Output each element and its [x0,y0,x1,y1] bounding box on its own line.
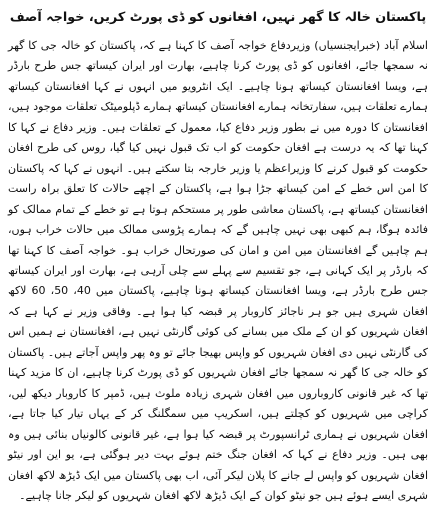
article-headline: پاکستان خالہ کا گھر نہیں، افغانوں کو ڈی پورٹ کریں، خواجہ آصف [9,10,427,25]
article-body [8,36,428,506]
article-body-paragraph: اسلام آباد (خبرایجنسیاں) وزیردفاع خواجہ آصف کا کہنا ہے کہ، پاکستان کو خالہ جی کا گھر نہ سمجھا جائے، افغانوں کو ڈی پورٹ کرنا چاہیے، بھارت اور ایران کیساتھ جس طرح بارڈر ہے، ویسا افغانستان کیساتھ ہونا چاہیے۔ ایک انٹرویو میں انہوں نے کہا افغانستان کیساتھ ہمارے تعلقات ہیں، سفارتخانہ ہمارے افغانستان کیساتھ ہمارے ڈپلومیٹک تعلقات موجود ہیں، افغانستان کا دورہ میں نے بطور وزیر دفاع کیا، معمول کے تعلقات ہیں۔ وزیر دفاع نے کہا کا کہنا تھا کہ یہ درست ہے افغان حکومت کو اب تک قبول نہیں کیا گیا، روس کی طرح افغان حکومت کو قبول کرنے کا وزیراعظم یا وزیر خارجہ بتا سکتے ہیں۔ انہوں نے کہا کہ پاکستان کا امن اس خطے کے امن کیساتھ جڑا ہوا ہے، پاکستان کے اچھے حالات کا تعلق براہ راست افغانستان کیساتھ ہے، پاکستان معاشی طور پر مستحکم ہوتا ہے تو خطے کے تمام ممالک کو فائدہ ہوگا، ہم کبھی بھی نہیں چاہیں گے کہ ہمارے پڑوسی ممالک میں حالات خراب ہوں، ہم چاہیں گے افغانستان میں امن و امان کی صورتحال خراب ہو۔ خواجہ آصف کا کہنا تھا کہ بارڈر پر ایک کہانی ہے، جو تقسیم سے پہلے سے چلی آرہی ہے، بھارت اور ایران کیساتھ جس طرح بارڈر ہے، ویسا افغانستان کیساتھ ہونا چاہیے، پاکستان میں 40، 50، 60 لاکھ افغان شہری ہیں جو ہر ناجائز کاروبار پر قبضہ کیا ہوا ہے۔ وفاقی وزیر نے کہا ہے کہ افغان شہریوں کو ان کے ملک میں بسانے کی کوئی گارنٹی نہیں ہے، افغانستان نے ہمیں اس کی گارنٹی نہیں دی افغان شہریوں کو واپس بھیجا جائے تو وہ پھر واپس آجاتے ہیں۔ پاکستان کو خالہ جی کا گھر نہ سمجھا جائے افغان شہریوں کو ڈی پورٹ کرنا چاہیے، ان کا مزید کہنا تھا کہ غیر قانونی کاروباروں میں افغان شہری زیادہ ملوث ہیں، ڈمپر کا کاروبار دیکھ لیں، کراچی میں شہریوں کو کچلتے ہیں، اسکریپ میں سمگلنگ کر کے یہاں تیار کیا جاتا ہے، افغان شہریوں نے ہماری ٹرانسپورٹ پر قبضہ کیا ہوا ہے، غیر قانونی کالونیاں بنائی ہیں وہ بھی ہیں۔ وزیر دفاع نے کہا کہ افغان جنگ ختم ہوئے بہت دیر ہوگئی ہے، یو این اور نیٹو افغان شہریوں کو واپس لے جانے کا پلان لیکر آئی، اب بھی پاکستان میں ایک ڈیڑھ لاکھ افغان شہری ایسے ہوئے ہیں جو نیٹو کوان کے ایک ڈیڑھ لاکھ افغان شہریوں کو لیکر جانا چاہیے۔ [8,39,428,502]
